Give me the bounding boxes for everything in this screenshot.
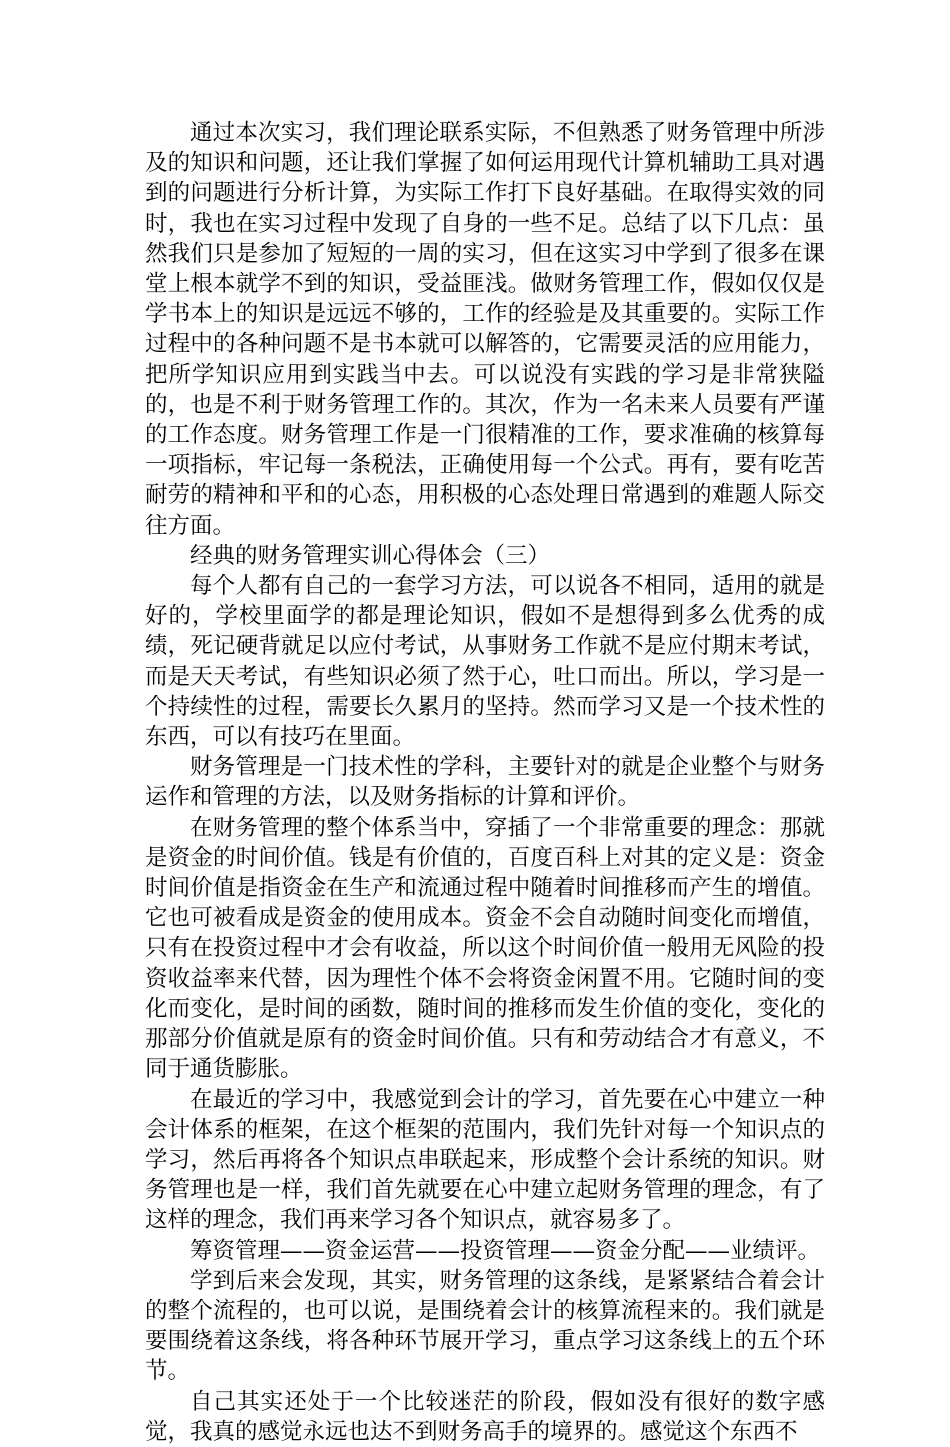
paragraph: 财务管理是一门技术性的学科，主要针对的就是企业整个与财务运作和管理的方法，以及财务指标的计算和评价。 <box>145 754 825 811</box>
paragraph: 自己其实还处于一个比较迷茫的阶段，假如没有很好的数字感觉，我真的感觉永远也达不到财务高手的境界的。感觉这个东西不 <box>145 1388 825 1445</box>
section-heading: 经典的财务管理实训心得体会（三） <box>190 542 551 569</box>
paragraph: 筹资管理——资金运营——投资管理——资金分配——业绩评。 <box>190 1237 821 1264</box>
paragraph: 在财务管理的整个体系当中，穿插了一个非常重要的理念：那就是资金的时间价值。钱是有价值的，百度百科上对其的定义是：资金时间价值是指资金在生产和流通过程中随着时间推移而产生的增值。它也可被看成是资金的使用成本。资金不会自动随时间变化而增值，只有在投资过程中才会有收益，所以这个时间价值一般用无风险的投资收益率来代替，因为理性个体不会将资金闲置不用。它随时间的变化而变化，是时间的函数，随时间的推移而发生价值的变化，变化的那部分价值就是原有的资金时间价值。只有和劳动结合才有意义，不同于通货膨胀。 <box>145 814 825 1083</box>
paragraph: 学到后来会发现，其实，财务管理的这条线，是紧紧结合着会计的整个流程的，也可以说，是围绕着会计的核算流程来的。我们就是要围绕着这条线，将各种环节展开学习，重点学习这条线上的五个环节。 <box>145 1267 825 1385</box>
paragraph: 在最近的学习中，我感觉到会计的学习，首先要在心中建立一种会计体系的框架，在这个框架的范围内，我们先针对每一个知识点的学习，然后再将各个知识点串联起来，形成整个会计系统的知识。财务管理也是一样，我们首先就要在心中建立起财务管理的理念，有了这样的理念，我们再来学习各个知识点，就容易多了。 <box>145 1086 825 1234</box>
paragraph: 每个人都有自己的一套学习方法，可以说各不相同，适用的就是好的，学校里面学的都是理论知识，假如不是想得到多么优秀的成绩，死记硬背就足以应付考试，从事财务工作就不是应付期末考试，而是天天考试，有些知识必须了然于心，吐口而出。所以，学习是一个持续性的过程，需要长久累月的坚持。然而学习又是一个技术性的东西，可以有技巧在里面。 <box>145 573 825 751</box>
document-body <box>145 118 825 1447</box>
paragraph: 通过本次实习，我们理论联系实际，不但熟悉了财务管理中所涉及的知识和问题，还让我们掌握了如何运用现代计算机辅助工具对遇到的问题进行分析计算，为实际工作打下良好基础。在取得实效的同时，我也在实习过程中发现了自身的一些不足。总结了以下几点：虽然我们只是参加了短短的一周的实习，但在这实习中学到了很多在课堂上根本就学不到的知识，受益匪浅。做财务管理工作，假如仅仅是学书本上的知识是远远不够的，工作的经验是及其重要的。实际工作过程中的各种问题不是书本就可以解答的，它需要灵活的应用能力，把所学知识应用到实践当中去。可以说没有实践的学习是非常狭隘的，也是不利于财务管理工作的。其次，作为一名未来人员要有严谨的工作态度。财务管理工作是一门很精准的工作，要求准确的核算每一项指标，牢记每一条税法，正确使用每一个公式。再有，要有吃苦耐劳的精神和平和的心态，用积极的心态处理日常遇到的难题人际交往方面。 <box>145 120 825 539</box>
